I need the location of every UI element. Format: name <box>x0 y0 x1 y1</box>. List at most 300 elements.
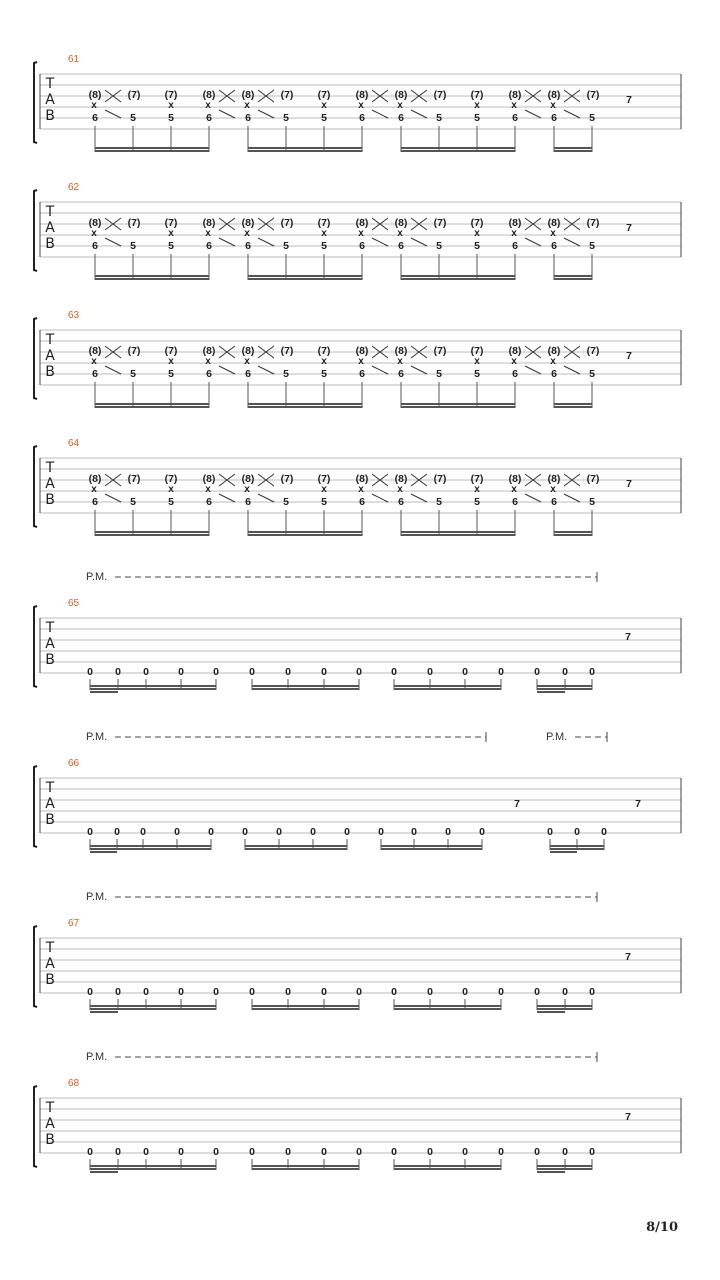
measure-65 <box>34 571 681 692</box>
fret-ghost-top: (8) <box>394 473 408 485</box>
fret-bottom: 5 <box>321 496 327 508</box>
system-bracket <box>34 926 37 1007</box>
fret-ghost: (7) <box>317 345 331 357</box>
fret-bottom: 5 <box>474 112 480 124</box>
fret-open: 0 <box>589 666 595 678</box>
tab-letter-t: T <box>45 780 55 796</box>
measure-number: 68 <box>68 1078 80 1089</box>
fret-ghost-top: (8) <box>508 217 522 229</box>
measure-64 <box>34 438 681 536</box>
fret-bottom: 5 <box>168 368 174 380</box>
fret-next: 5 <box>283 496 289 508</box>
eighth-rest: 7 <box>625 1111 631 1123</box>
fret-bottom: 6 <box>398 368 404 380</box>
dead-note: x <box>511 228 517 239</box>
fret-open: 0 <box>391 986 397 998</box>
fret-bottom: 6 <box>206 240 212 252</box>
system-bracket <box>34 766 37 847</box>
measure-66 <box>34 731 681 852</box>
fret-open: 0 <box>321 1146 327 1158</box>
fret-ghost-top: (8) <box>88 89 102 101</box>
fret-open: 0 <box>213 986 219 998</box>
slide-line <box>372 366 388 374</box>
fret-ghost-top: (8) <box>508 473 522 485</box>
measure-number: 65 <box>68 598 80 609</box>
fret-open: 0 <box>249 986 255 998</box>
dead-note: x <box>244 228 250 239</box>
fret-ghost-top: (8) <box>394 217 408 229</box>
fret-ghost-top: (8) <box>355 217 369 229</box>
fret-open: 0 <box>534 986 540 998</box>
tab-letter-a: A <box>45 956 55 972</box>
slide-line <box>564 366 580 374</box>
slide-line <box>525 110 541 118</box>
fret-ghost-top: (8) <box>547 217 561 229</box>
dead-note: x <box>244 356 250 367</box>
fret-open: 0 <box>356 1146 362 1158</box>
fret-ghost: (7) <box>586 89 600 101</box>
dead-note: x <box>358 484 364 495</box>
system-bracket <box>34 318 37 399</box>
fret-ghost-top: (8) <box>202 89 216 101</box>
measure-number: 63 <box>68 310 80 321</box>
dead-note: x <box>397 228 403 239</box>
measure-62 <box>34 182 681 280</box>
tab-letter-a: A <box>45 220 55 236</box>
slide-line <box>564 238 580 246</box>
dead-note: x <box>321 100 327 111</box>
dead-note: x <box>511 100 517 111</box>
tab-letter-b: B <box>45 972 55 988</box>
fret-open: 0 <box>87 826 93 838</box>
slide-line <box>219 238 235 246</box>
tab-letter-t: T <box>45 1100 55 1116</box>
slide-line <box>525 494 541 502</box>
fret-bottom: 6 <box>512 240 518 252</box>
fret-bottom: 6 <box>359 240 365 252</box>
slide-line <box>105 494 121 502</box>
fret-next: 5 <box>130 112 136 124</box>
fret-open: 0 <box>562 986 568 998</box>
tab-letter-t: T <box>45 76 55 92</box>
fret-bottom: 6 <box>551 368 557 380</box>
fret-open: 0 <box>285 986 291 998</box>
tab-letter-a: A <box>45 1116 55 1132</box>
fret-bottom: 6 <box>245 112 251 124</box>
page-number: 8/10 <box>646 1220 678 1235</box>
fret-ghost-top: (8) <box>508 345 522 357</box>
fret-open: 0 <box>249 666 255 678</box>
dead-note: x <box>474 484 480 495</box>
fret-open: 0 <box>143 986 149 998</box>
palm-mute-label: P.M. <box>86 731 108 743</box>
fret-open: 0 <box>562 1146 568 1158</box>
fret-open: 0 <box>462 1146 468 1158</box>
fret-bottom: 5 <box>474 240 480 252</box>
dead-note: x <box>321 484 327 495</box>
fret-bottom: 5 <box>168 496 174 508</box>
fret-next: 5 <box>130 240 136 252</box>
fret-ghost: (7) <box>470 473 484 485</box>
fret-ghost-top: (8) <box>355 89 369 101</box>
dead-note: x <box>474 100 480 111</box>
fret-open: 0 <box>498 986 504 998</box>
fret-ghost-top: (8) <box>241 89 255 101</box>
fret-open: 0 <box>115 1146 121 1158</box>
slide-line <box>372 494 388 502</box>
fret-bottom: 5 <box>474 496 480 508</box>
system-bracket <box>34 1086 37 1167</box>
slide-line <box>372 238 388 246</box>
fret-next: 5 <box>436 240 442 252</box>
fret-next: 5 <box>436 368 442 380</box>
dead-note: x <box>168 100 174 111</box>
fret-ghost-top: (8) <box>202 473 216 485</box>
fret-open: 0 <box>87 1146 93 1158</box>
measure-63 <box>34 310 681 408</box>
fret-next: 5 <box>130 496 136 508</box>
eighth-rest: 7 <box>625 631 631 643</box>
fret-bottom: 6 <box>512 496 518 508</box>
fret-bottom: 6 <box>551 496 557 508</box>
eighth-rest: 7 <box>625 951 631 963</box>
dead-note: x <box>244 100 250 111</box>
slide-line <box>411 494 427 502</box>
fret-open: 0 <box>115 666 121 678</box>
slide-line <box>525 366 541 374</box>
slide-line <box>411 366 427 374</box>
dead-note: x <box>91 484 97 495</box>
system-bracket <box>34 446 37 527</box>
fret-ghost-top: (8) <box>88 217 102 229</box>
slide-line <box>258 110 274 118</box>
tab-letter-a: A <box>45 92 55 108</box>
tab-letter-a: A <box>45 476 55 492</box>
fret-ghost: (7) <box>317 89 331 101</box>
tab-letter-b: B <box>45 1132 55 1148</box>
fret-bottom: 6 <box>551 240 557 252</box>
fret-ghost-top: (8) <box>88 345 102 357</box>
fret-ghost-top: (8) <box>355 473 369 485</box>
dead-note: x <box>168 356 174 367</box>
eighth-rest: 7 <box>626 478 632 490</box>
fret-open: 0 <box>285 1146 291 1158</box>
fret-bottom: 5 <box>168 240 174 252</box>
tab-letter-t: T <box>45 940 55 956</box>
fret-open: 0 <box>589 1146 595 1158</box>
slide-line <box>219 366 235 374</box>
dead-note: x <box>358 100 364 111</box>
tab-letter-t: T <box>45 620 55 636</box>
fret-bottom: 6 <box>551 112 557 124</box>
fret-open: 0 <box>498 666 504 678</box>
fret-open: 0 <box>321 986 327 998</box>
fret-open: 0 <box>534 1146 540 1158</box>
dead-note: x <box>205 100 211 111</box>
fret-open: 0 <box>462 986 468 998</box>
dead-note: x <box>511 356 517 367</box>
palm-mute-label: P.M. <box>86 891 108 903</box>
fret-ghost: (7) <box>164 89 178 101</box>
dead-note: x <box>168 484 174 495</box>
fret-open: 0 <box>285 666 291 678</box>
fret-bottom: 6 <box>512 112 518 124</box>
dead-note: x <box>91 228 97 239</box>
fret-ghost-top: (8) <box>508 89 522 101</box>
measure-number: 66 <box>68 758 80 769</box>
fret-ghost: (7) <box>127 473 141 485</box>
slide-line <box>105 238 121 246</box>
fret-bottom: 6 <box>206 368 212 380</box>
tab-letter-b: B <box>45 108 55 124</box>
fret-open: 0 <box>178 986 184 998</box>
fret-ghost: (7) <box>127 217 141 229</box>
fret-open: 0 <box>87 666 93 678</box>
fret-bottom: 6 <box>206 112 212 124</box>
fret-bottom: 6 <box>398 496 404 508</box>
fret-ghost-top: (8) <box>241 473 255 485</box>
fret-bottom: 6 <box>398 112 404 124</box>
fret-open: 0 <box>114 826 120 838</box>
slide-line <box>258 494 274 502</box>
tab-letter-b: B <box>45 364 55 380</box>
dead-note: x <box>550 100 556 111</box>
dead-note: x <box>397 356 403 367</box>
fret-ghost: (7) <box>470 345 484 357</box>
slide-line <box>105 110 121 118</box>
fret-next: 5 <box>436 112 442 124</box>
dead-note: x <box>358 228 364 239</box>
fret-bottom: 5 <box>321 368 327 380</box>
fret-open: 0 <box>547 826 553 838</box>
fret-ghost: (7) <box>586 473 600 485</box>
fret-open: 0 <box>87 986 93 998</box>
slide-line <box>411 110 427 118</box>
slide-line <box>258 366 274 374</box>
fret-open: 0 <box>378 826 384 838</box>
slide-line <box>564 494 580 502</box>
dead-note: x <box>91 100 97 111</box>
fret-next: 5 <box>589 496 595 508</box>
slide-line <box>258 238 274 246</box>
fret-open: 0 <box>178 666 184 678</box>
fret-ghost-top: (8) <box>88 473 102 485</box>
fret-open: 0 <box>427 1146 433 1158</box>
dead-note: x <box>321 228 327 239</box>
tab-letter-b: B <box>45 652 55 668</box>
dead-note: x <box>550 356 556 367</box>
fret-ghost: (7) <box>586 345 600 357</box>
tab-letter-a: A <box>45 636 55 652</box>
fret-open: 0 <box>143 1146 149 1158</box>
dead-note: x <box>397 484 403 495</box>
fret-bottom: 5 <box>474 368 480 380</box>
dead-note: x <box>205 228 211 239</box>
dead-note: x <box>205 484 211 495</box>
fret-open: 0 <box>213 1146 219 1158</box>
fret-bottom: 6 <box>92 112 98 124</box>
fret-next: 5 <box>283 368 289 380</box>
eighth-rest: 7 <box>626 222 632 234</box>
fret-open: 0 <box>427 986 433 998</box>
fret-next: 5 <box>436 496 442 508</box>
dead-note: x <box>91 356 97 367</box>
fret-open: 0 <box>589 986 595 998</box>
fret-bottom: 6 <box>92 368 98 380</box>
tab-letter-t: T <box>45 332 55 348</box>
fret-ghost: (7) <box>433 89 447 101</box>
measure-68 <box>34 1051 681 1172</box>
fret-open: 0 <box>562 666 568 678</box>
fret-bottom: 5 <box>321 112 327 124</box>
fret-next: 5 <box>589 368 595 380</box>
fret-bottom: 5 <box>168 112 174 124</box>
fret-bottom: 6 <box>92 240 98 252</box>
fret-ghost: (7) <box>127 89 141 101</box>
eighth-rest: 7 <box>626 94 632 106</box>
tab-letter-b: B <box>45 812 55 828</box>
fret-bottom: 6 <box>245 240 251 252</box>
fret-open: 0 <box>208 826 214 838</box>
fret-bottom: 6 <box>512 368 518 380</box>
fret-ghost: (7) <box>317 473 331 485</box>
fret-open: 0 <box>213 666 219 678</box>
fret-open: 0 <box>356 986 362 998</box>
fret-ghost: (7) <box>164 217 178 229</box>
fret-open: 0 <box>534 666 540 678</box>
fret-next: 5 <box>283 112 289 124</box>
fret-open: 0 <box>276 826 282 838</box>
fret-ghost-top: (8) <box>547 89 561 101</box>
dead-note: x <box>321 356 327 367</box>
dead-note: x <box>474 228 480 239</box>
fret-ghost-top: (8) <box>241 345 255 357</box>
tab-letter-t: T <box>45 460 55 476</box>
dead-note: x <box>550 484 556 495</box>
dead-note: x <box>550 228 556 239</box>
fret-open: 0 <box>178 1146 184 1158</box>
measure-number: 62 <box>68 182 80 193</box>
slide-line <box>219 494 235 502</box>
slide-line <box>219 110 235 118</box>
fret-ghost: (7) <box>433 345 447 357</box>
fret-open: 0 <box>249 1146 255 1158</box>
fret-ghost: (7) <box>280 89 294 101</box>
eighth-rest: 7 <box>635 798 641 810</box>
fret-ghost: (7) <box>280 473 294 485</box>
fret-next: 5 <box>130 368 136 380</box>
fret-bottom: 6 <box>398 240 404 252</box>
fret-open: 0 <box>115 986 121 998</box>
fret-ghost-top: (8) <box>202 217 216 229</box>
dead-note: x <box>244 484 250 495</box>
fret-ghost-top: (8) <box>241 217 255 229</box>
fret-next: 5 <box>283 240 289 252</box>
slide-line <box>411 238 427 246</box>
fret-open: 0 <box>310 826 316 838</box>
fret-ghost-top: (8) <box>202 345 216 357</box>
fret-bottom: 6 <box>359 368 365 380</box>
slide-line <box>372 110 388 118</box>
dead-note: x <box>358 356 364 367</box>
palm-mute-label: P.M. <box>86 1051 108 1063</box>
tab-letter-a: A <box>45 796 55 812</box>
system-bracket <box>34 190 37 271</box>
fret-open: 0 <box>174 826 180 838</box>
fret-open: 0 <box>498 1146 504 1158</box>
tab-letter-t: T <box>45 204 55 220</box>
fret-bottom: 6 <box>245 368 251 380</box>
fret-open: 0 <box>344 826 350 838</box>
measure-number: 64 <box>68 438 80 449</box>
dead-note: x <box>397 100 403 111</box>
tab-letter-a: A <box>45 348 55 364</box>
eighth-rest: 7 <box>514 798 520 810</box>
fret-ghost: (7) <box>280 217 294 229</box>
system-bracket <box>34 62 37 143</box>
fret-bottom: 6 <box>359 496 365 508</box>
fret-open: 0 <box>242 826 248 838</box>
fret-next: 5 <box>589 240 595 252</box>
tab-letter-b: B <box>45 236 55 252</box>
fret-ghost: (7) <box>433 473 447 485</box>
measure-number: 67 <box>68 918 80 929</box>
tab-letter-b: B <box>45 492 55 508</box>
fret-open: 0 <box>479 826 485 838</box>
measure-61 <box>34 54 681 152</box>
fret-open: 0 <box>143 666 149 678</box>
fret-ghost: (7) <box>586 217 600 229</box>
fret-ghost: (7) <box>164 345 178 357</box>
palm-mute-label: P.M. <box>86 571 108 583</box>
fret-open: 0 <box>140 826 146 838</box>
eighth-rest: 7 <box>626 350 632 362</box>
slide-line <box>525 238 541 246</box>
fret-ghost: (7) <box>433 217 447 229</box>
fret-ghost: (7) <box>164 473 178 485</box>
slide-line <box>564 110 580 118</box>
fret-bottom: 6 <box>245 496 251 508</box>
measure-number: 61 <box>68 54 80 65</box>
measure-67 <box>34 891 681 1012</box>
fret-open: 0 <box>445 826 451 838</box>
fret-ghost-top: (8) <box>355 345 369 357</box>
dead-note: x <box>474 356 480 367</box>
dead-note: x <box>205 356 211 367</box>
fret-ghost-top: (8) <box>394 89 408 101</box>
fret-ghost: (7) <box>470 89 484 101</box>
dead-note: x <box>511 484 517 495</box>
fret-open: 0 <box>462 666 468 678</box>
fret-open: 0 <box>391 666 397 678</box>
fret-open: 0 <box>427 666 433 678</box>
fret-ghost-top: (8) <box>394 345 408 357</box>
fret-ghost: (7) <box>127 345 141 357</box>
fret-ghost-top: (8) <box>547 345 561 357</box>
slide-line <box>105 366 121 374</box>
fret-bottom: 6 <box>206 496 212 508</box>
fret-open: 0 <box>356 666 362 678</box>
fret-open: 0 <box>601 826 607 838</box>
fret-ghost-top: (8) <box>547 473 561 485</box>
fret-open: 0 <box>411 826 417 838</box>
palm-mute-label: P.M. <box>546 731 568 743</box>
dead-note: x <box>168 228 174 239</box>
fret-open: 0 <box>574 826 580 838</box>
fret-ghost: (7) <box>317 217 331 229</box>
system-bracket <box>34 606 37 687</box>
fret-open: 0 <box>391 1146 397 1158</box>
